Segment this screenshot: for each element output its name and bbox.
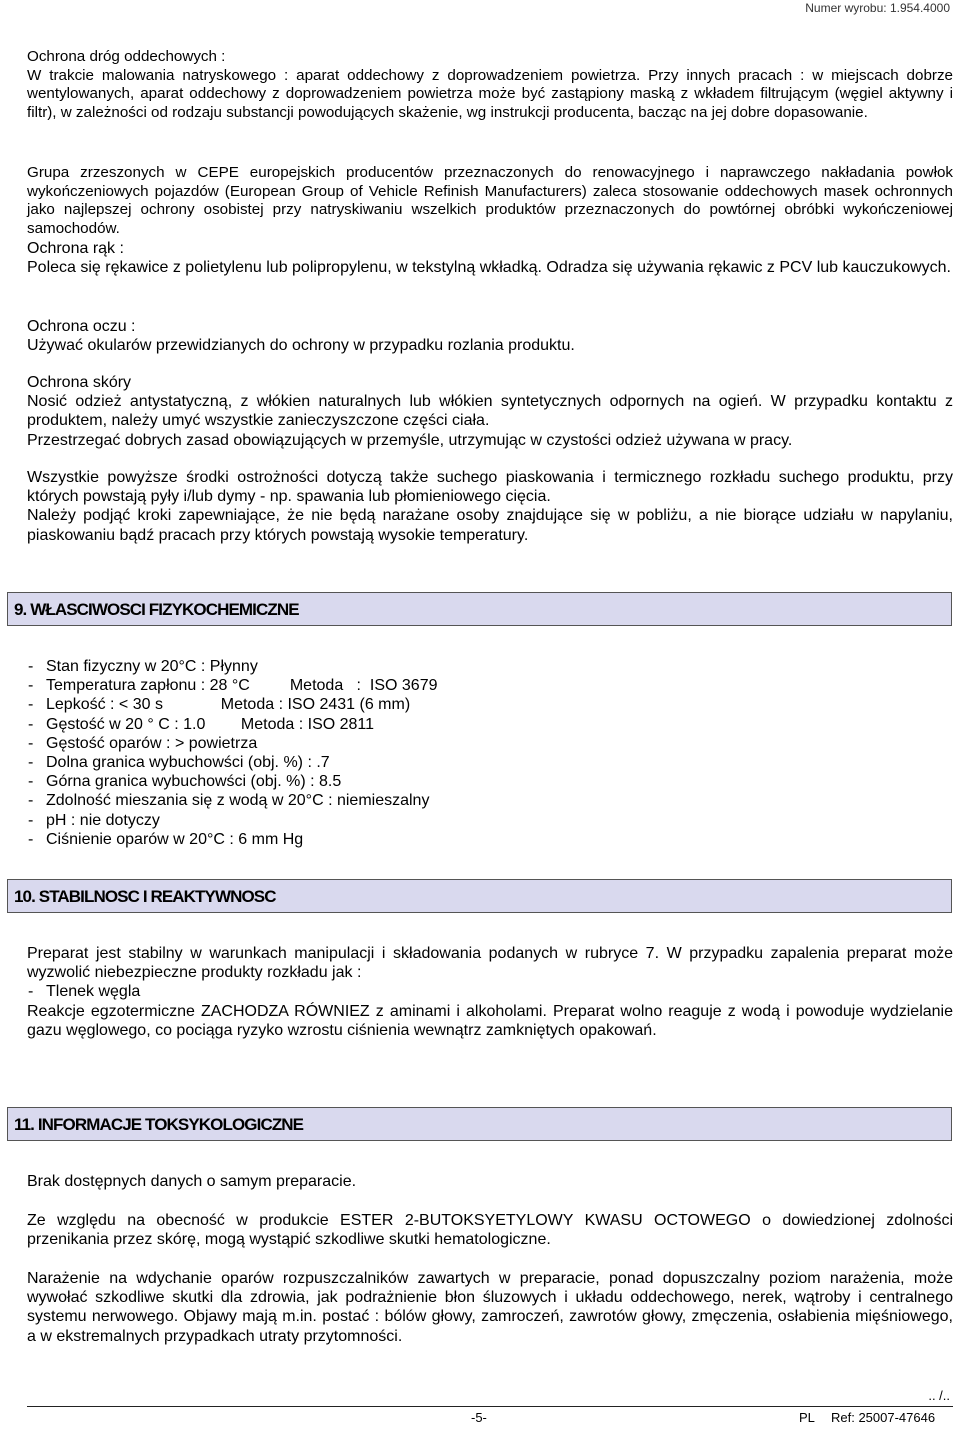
toxicology-hematological: [27, 1211, 953, 1249]
list-item: - Dolna granica wybuchowści (obj. %) : .7: [27, 753, 953, 772]
product-number: Numer wyrobu: 1.954.4000: [805, 1, 950, 15]
eye-protection: [27, 317, 953, 355]
list-item: - Tlenek węgla: [27, 982, 953, 1001]
respiratory-text: W trakcie malowania natryskowego : aparat oddechowy z doprowadzeniem powietrza. Przy innych pracach : w miejscach dobrze wentylowanych, aparat oddechowy z doprowadzeniem powietrza może być zastąpiony maską z wkładem filtrującym (węgiel aktywny i filtr), w zależności od rodzaju substancji powodujących skażenie, wg instrukcji producenta, bacząc na jej dobre dopasowanie.: [27, 66, 953, 121]
list-item: - pH : nie dotyczy: [27, 811, 953, 830]
respiratory-title: Ochrona dróg oddechowych :: [27, 48, 226, 65]
general-text-2: Należy podjąć kroki zapewniające, że nie będą narażane osoby znajdujące się w pobliżu, a nie biorące udziału w napylaniu, piaskowaniu bądź pracach przy których powstają wysokie temperatury.: [27, 507, 953, 544]
section-10-header: [7, 879, 952, 913]
toxicology-text-2: Ze względu na obecność w produkcie ESTER 2-BUTOKSYETYLOWY KWASU OCTOWEGO o dowiedzionej zdolności przenikania przez skórę, mogą wystąpić szkodliwe skutki hematologiczne.: [27, 1212, 953, 1249]
list-item: - Ciśnienie oparów w 20°C : 6 mm Hg: [27, 830, 953, 849]
skin-text-2: Przestrzegać dobrych zasad obowiązujących w przemyśle, utrzymując w czystości odzież używana w pracy.: [27, 431, 793, 449]
section-10-title: 10. STABILNOSC I REAKTYWNOSC: [14, 887, 276, 906]
toxicology-inhalation: [27, 1269, 953, 1346]
toxicology-no-data: [27, 1172, 953, 1191]
skin-protection: [27, 373, 953, 450]
footer-divider: [27, 1406, 953, 1407]
section-11-header: [7, 1107, 952, 1141]
stability-reactivity: [27, 944, 953, 1040]
list-item: - Górna granica wybuchowści (obj. %) : 8.5: [27, 772, 953, 791]
list-item: - Gęstość w 20 ° C : 1.0 Metoda : ISO 2811: [27, 715, 953, 734]
section-9-header: [7, 592, 952, 626]
toxicology-text-1: Brak dostępnych danych o samym preparacie.: [27, 1173, 357, 1190]
general-text-1: Wszystkie powyższe środki ostrożności dotyczą także suchego piaskowania i termicznego rozkładu suchego produktu, przy których powstają pyły i/lub dymy - np. spawania lub płomieniowego cięcia.: [27, 469, 953, 506]
skin-text-1: Nosić odzież antystatyczną, z włókien naturalnych lub włókien syntetycznych odpornych na ogień. W przypadku kontaktu z produktem, należy umyć wszystkie zanieczyszczone części ciała.: [27, 393, 953, 430]
physical-properties-list: [27, 657, 953, 849]
cepe-text: Grupa zrzeszonych w CEPE europejskich producentów przeznaczonych do renowacyjnego i naprawczego nakładania powłok wykończeniowych pojazdów (European Group of Vehicle Refinish Manufacturers) zaleca stosowanie oddechowych masek ochronnych jako najlepszej ochrony osobistej przy natryskiwaniu wszelkich produktów przeznaczonych do powtórnej obróbki wykończeniowej samochodów.: [27, 164, 953, 237]
hands-text: Poleca się rękawice z polietylenu lub polipropylenu, w tekstylną wkładką. Odradza się używania rękawic z PCV lub kauczukowych.: [27, 259, 951, 277]
skin-title: Ochrona skóry: [27, 374, 132, 391]
list-item: - Zdolność mieszania się z wodą w 20°C : niemieszalny: [27, 791, 953, 810]
document-reference: Ref: 25007-47646: [831, 1410, 936, 1425]
cepe-recommendation: [27, 164, 953, 238]
eyes-title: Ochrona oczu :: [27, 318, 136, 335]
section-11-title: 11. INFORMACJE TOKSYKOLOGICZNE: [14, 1115, 304, 1134]
list-item: - Lepkość : < 30 s Metoda : ISO 2431 (6 mm): [27, 695, 953, 714]
list-item: - Stan fizyczny w 20°C : Płynny: [27, 657, 953, 676]
language-code: PL: [799, 1410, 815, 1425]
toxicology-text-3: Narażenie na wdychanie oparów rozpuszczalników zawartych w preparacie, ponad dopuszczalny poziom narażenia, może wywołać szkodliwe skutki dla zdrowia, jak podrażnienie błon śluzowych i układu oddechowego, nerek, wątroby i centralnego systemu nerwowego. Objawy mają m.in. postać : bólów głowy, zamroczeń, zawrotów głowy, zmęczenia, osłabienia mięśniowego, a w ekstremalnych przypadkach utraty przytomności.: [27, 1270, 953, 1345]
eyes-text: Używać okularów przewidzianych do ochrony w przypadku rozlania produktu.: [27, 337, 575, 355]
continuation-mark: .. /..: [928, 1388, 950, 1403]
respiratory-protection: [27, 48, 953, 122]
page-number: -5-: [471, 1410, 487, 1425]
general-precautions: [27, 468, 953, 545]
stability-text-1: Preparat jest stabilny w warunkach manipulacji i składowania podanych w rubryce 7. W przypadku zapalenia preparat może wyzwolić niebezpieczne produkty rozkładu jak :: [27, 945, 953, 982]
stability-text-2: Reakcje egzotermiczne ZACHODZA RÓWNIEZ z aminami i alkoholami. Preparat wolno reaguje z wodą i powoduje wydzielanie gazu węglowego, co pociąga ryzyko wzrostu ciśnienia wewnątrz zamkniętych opakowań.: [27, 1002, 953, 1039]
section-9-title: 9. WŁASCIWOSCI FIZYKOCHEMICZNE: [14, 600, 299, 619]
hands-title: Ochrona rąk :: [27, 240, 124, 257]
list-item: - Gęstość oparów : > powietrza: [27, 734, 953, 753]
list-item: - Temperatura zapłonu : 28 °C Metoda : ISO 3679: [27, 676, 953, 695]
hand-protection: [27, 239, 953, 277]
